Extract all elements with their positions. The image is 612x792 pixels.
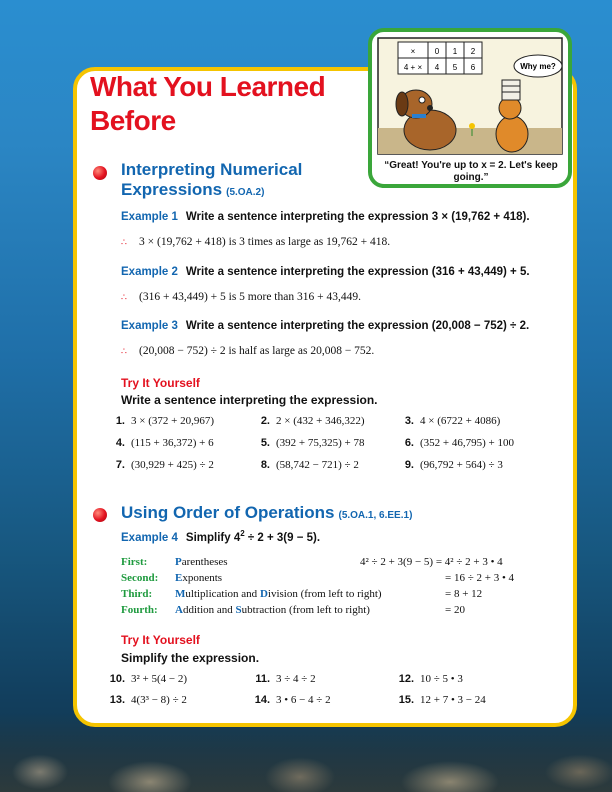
problem: 6. (352 + 46,795) + 100: [404, 437, 514, 449]
step-first-math: 4² ÷ 2 + 3(9 − 5) = 4² ÷ 2 + 3 • 4: [360, 556, 503, 568]
grid-cell: 2: [470, 47, 476, 56]
example-4: Example 4 Simplify $4^2 \div 2 + 3(9 - 5)$.: [121, 529, 321, 544]
step-fourth-math: = 20: [445, 604, 465, 616]
problem: 8. (58,742 − 721) ÷ 2: [260, 459, 359, 471]
step-third-math: = 8 + 12: [445, 588, 483, 600]
section-title: Using Order of Operations (5.OA.1, 6.EE.1): [121, 503, 413, 522]
step-third: Third: Multiplication and Division (from left to right): [121, 588, 382, 600]
problem: 5. (392 + 75,325) + 78: [260, 437, 365, 449]
problem: 3. 4 × (6722 + 4086): [404, 415, 501, 427]
answer-arrow-icon: ∴: [121, 293, 126, 303]
example-3: Example 3 Write a sentence interpreting the expression (20,008 − 752) ÷ 2.: [121, 320, 530, 332]
grid-cell: 5: [452, 63, 458, 72]
example-2: Example 2 Write a sentence interpreting the expression (316 + 43,449) + 5.: [121, 266, 530, 278]
problem: 13. 4(3³ − 8) ÷ 2: [109, 694, 187, 706]
problem: 10. 3² + 5(4 − 2): [109, 673, 188, 685]
answer-arrow-icon: ∴: [121, 347, 126, 357]
grid-cell: 0: [434, 47, 440, 56]
problem: 1. 3 × (372 + 20,967): [115, 415, 214, 427]
grid-cell: 6: [470, 63, 476, 72]
cartoon-caption: “Great! You're up to x = 2. Let's keep going.”: [384, 160, 558, 183]
cartoon-grid: [398, 42, 482, 74]
instruction: Simplify the expression.: [121, 651, 260, 665]
example-1: Example 1 Write a sentence interpreting the expression 3 × (19,762 + 418).: [121, 211, 530, 223]
grid-cell: 1: [452, 47, 458, 56]
problem: 15. 12 + 7 • 3 − 24: [398, 694, 486, 706]
step-fourth: Fourth: Addition and Subtraction (from left to right): [121, 604, 370, 616]
standard-code: (5.OA.1, 6.EE.1): [338, 510, 413, 521]
standard-code: (5.OA.2): [226, 187, 265, 198]
example-2-answer: ∴ (316 + 43,449) + 5 is 5 more than 316 + 43,449.: [121, 291, 361, 303]
problem: 4. (115 + 36,372) + 6: [115, 437, 214, 449]
problem: 2. 2 × (432 + 346,322): [260, 415, 365, 427]
problem: 12. 10 ÷ 5 • 3: [398, 673, 463, 685]
try-it-yourself-heading: Try It Yourself: [121, 376, 200, 390]
page-title: What You Learned Before: [90, 71, 326, 136]
try-it-yourself-heading: Try It Yourself: [121, 633, 200, 647]
problem: 7. (30,929 + 425) ÷ 2: [115, 459, 214, 471]
grid-cell: ×: [410, 47, 416, 56]
grid-cell: 4 + ×: [403, 63, 423, 72]
example-1-answer: ∴ 3 × (19,762 + 418) is 3 times as large as 19,762 + 418.: [121, 236, 391, 248]
example-3-answer: ∴ (20,008 − 752) ÷ 2 is half as large as 20,008 − 752.: [121, 345, 375, 357]
step-second-math: = 16 ÷ 2 + 3 • 4: [445, 572, 515, 584]
problem: 9. (96,792 + 564) ÷ 3: [404, 459, 503, 471]
speech-bubble: [514, 55, 562, 77]
svg-text:Why me?: Why me?: [520, 62, 556, 71]
answer-arrow-icon: ∴: [121, 238, 126, 248]
instruction: Write a sentence interpreting the expression.: [121, 393, 378, 407]
grid-cell: 4: [434, 63, 440, 72]
problem: 11. 3 ÷ 4 ÷ 2: [255, 673, 316, 685]
section-bullet-icon: [93, 166, 107, 180]
section-title: Interpreting Numerical Expressions (5.OA.2): [121, 160, 303, 199]
step-second: Second: Exponents: [121, 572, 223, 584]
section-bullet-icon: [93, 508, 107, 522]
problem: 14. 3 • 6 − 4 ÷ 2: [254, 694, 331, 706]
step-first: First: Parentheses: [121, 556, 228, 568]
